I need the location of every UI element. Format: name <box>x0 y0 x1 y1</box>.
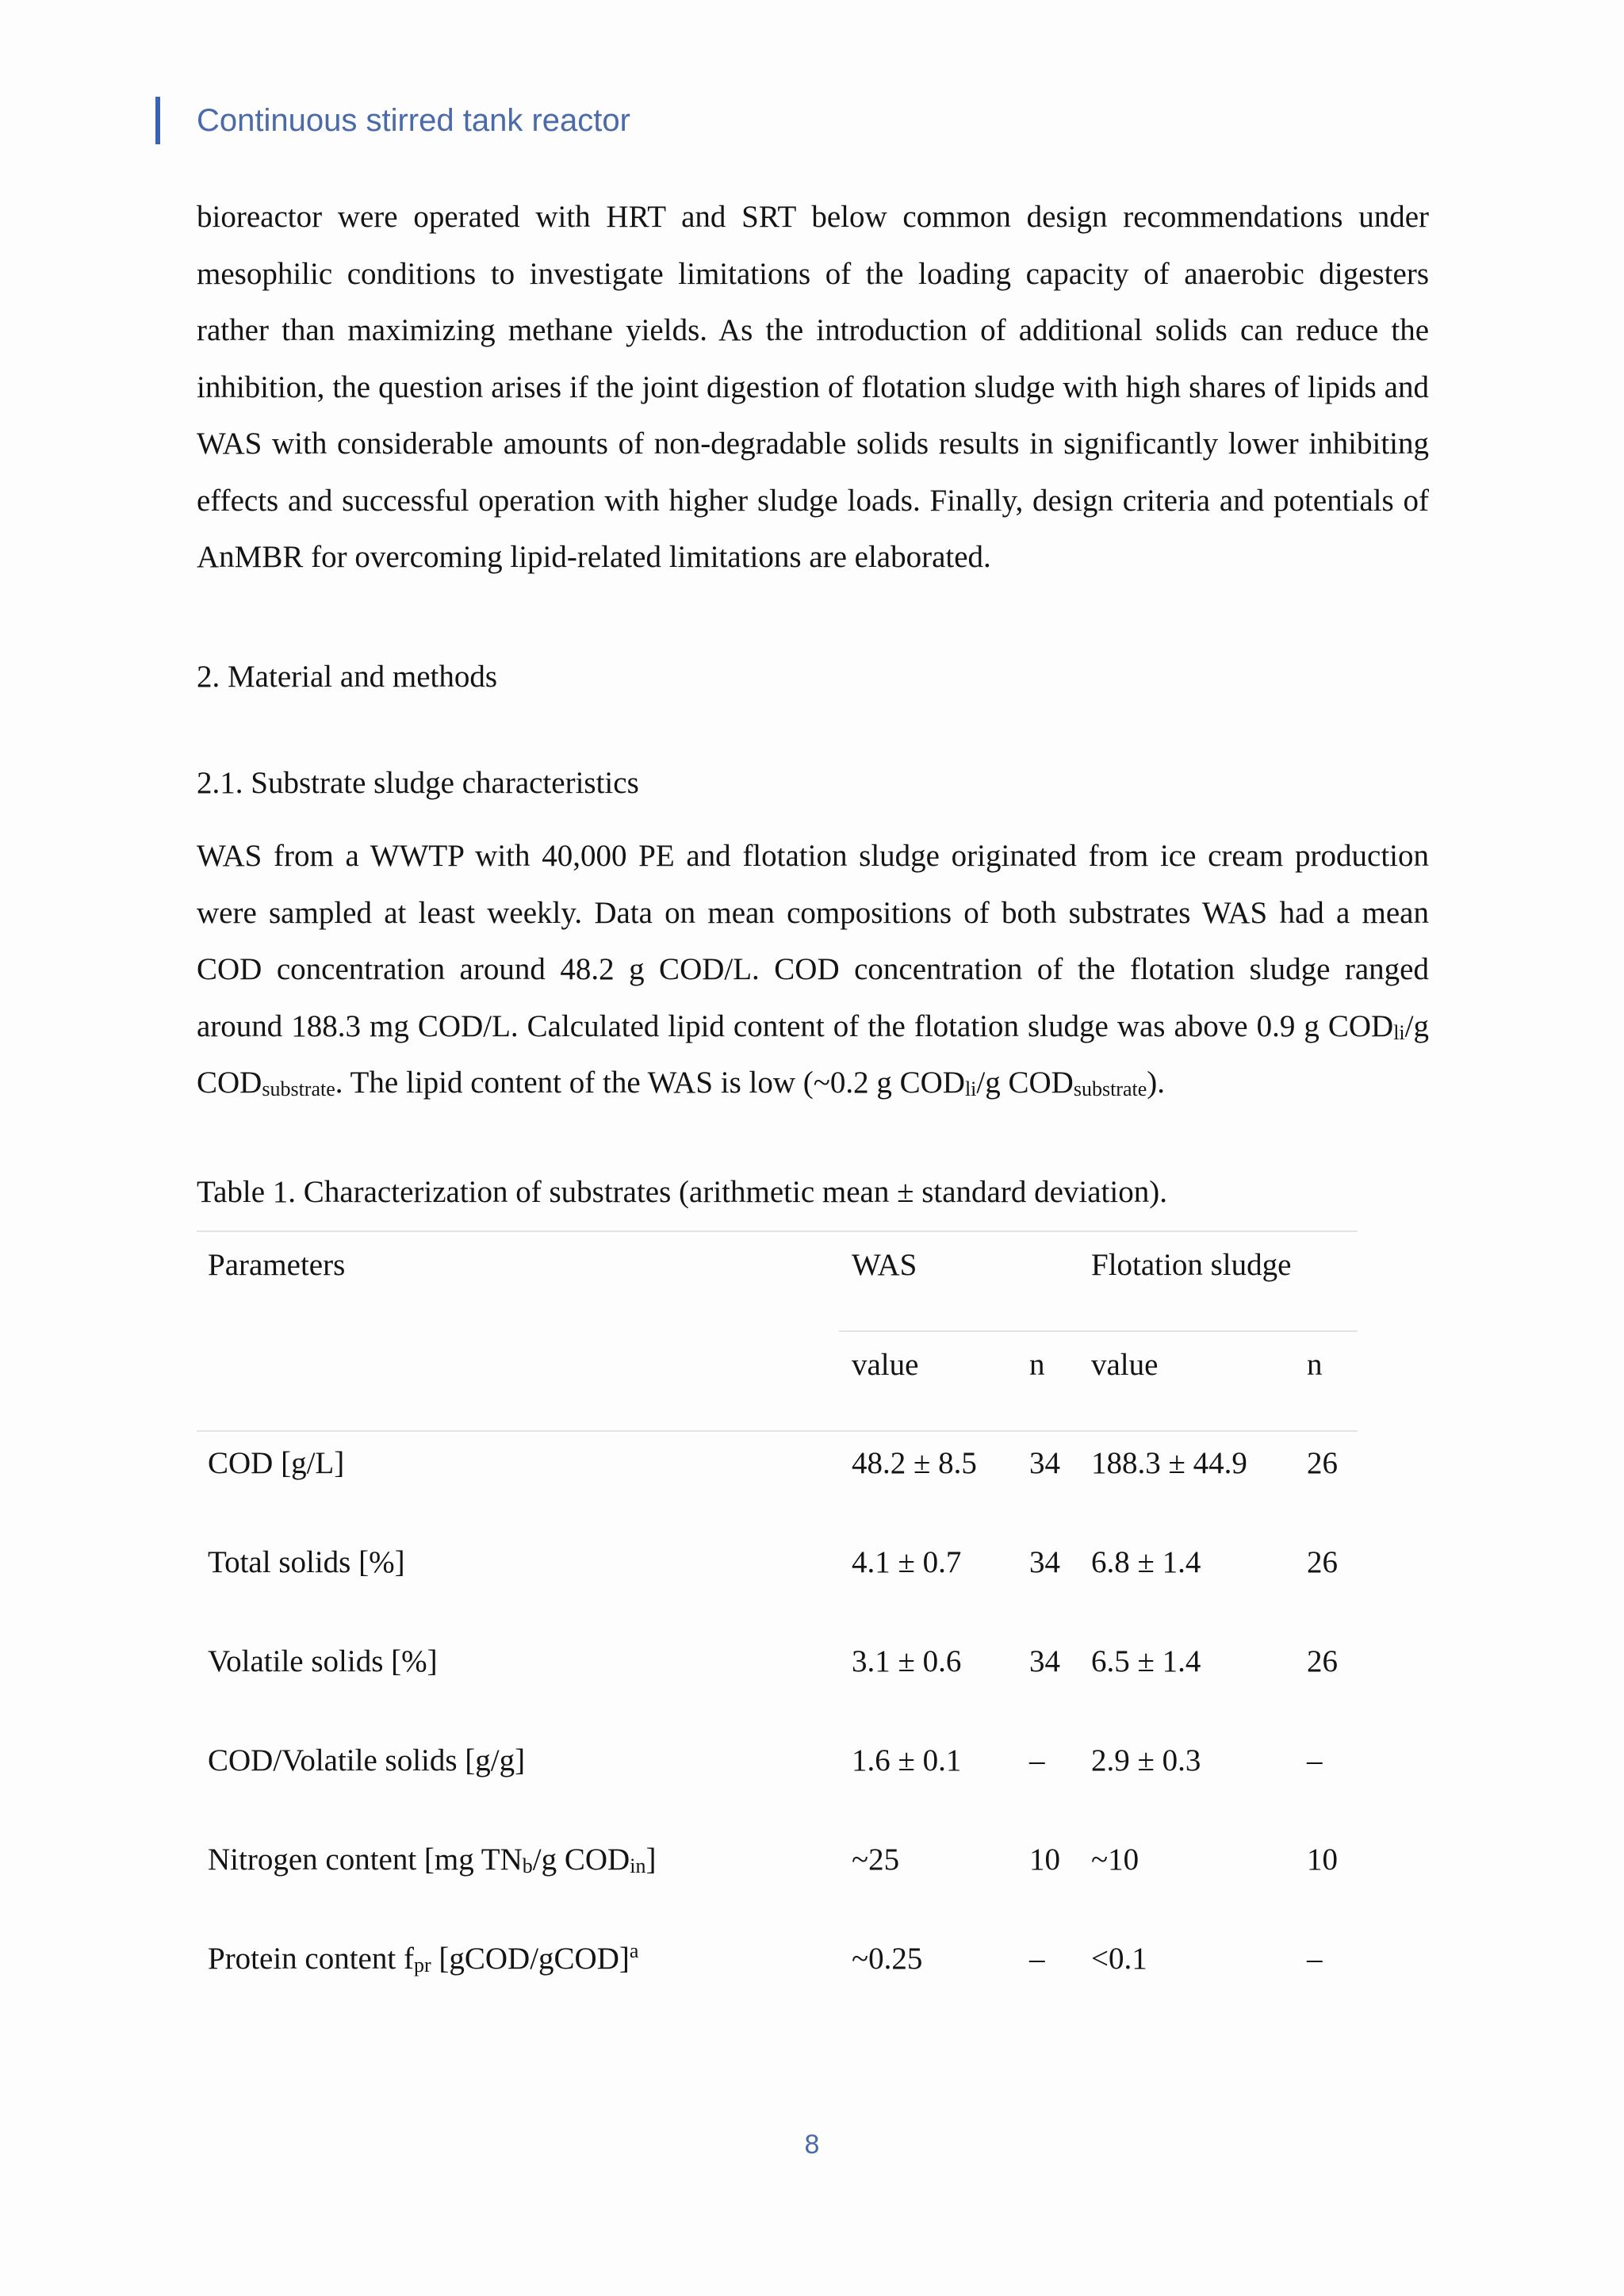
row-param: Total solids [%] <box>208 1545 405 1579</box>
running-header-title: Continuous stirred tank reactor <box>197 103 630 138</box>
row-param-text: /g COD <box>532 1843 630 1877</box>
substrate-paragraph-text-3: ). <box>1147 1066 1166 1100</box>
row-param-superscript: a <box>629 1939 639 1962</box>
column-header-was-value: value <box>852 1348 919 1382</box>
row-was-value: 4.1 ± 0.7 <box>852 1545 962 1579</box>
row-param-text: [gCOD/gCOD] <box>431 1942 630 1976</box>
row-param-text: Nitrogen content [mg TN <box>208 1843 523 1877</box>
substrate-paragraph-text-2: . The lipid content of the WAS is low (~0.2 g COD <box>335 1066 965 1100</box>
row-was-value: ~25 <box>852 1843 900 1877</box>
row-param: COD [g/L] <box>208 1446 345 1480</box>
row-flotation-value: <0.1 <box>1091 1942 1147 1976</box>
row-flotation-value: ~10 <box>1091 1843 1139 1877</box>
row-was-n: 10 <box>1029 1843 1060 1877</box>
row-flotation-value: 188.3 ± 44.9 <box>1091 1446 1247 1480</box>
substrate-paragraph-text-slash: /g COD <box>976 1066 1074 1100</box>
row-was-n: 34 <box>1029 1644 1060 1678</box>
page-number: 8 <box>804 2130 820 2160</box>
header-accent-bar <box>155 97 160 144</box>
row-param-subscript: b <box>522 1854 533 1877</box>
column-header-flotation-value: value <box>1091 1348 1159 1382</box>
row-was-value: 48.2 ± 8.5 <box>852 1446 977 1480</box>
table-top-rule <box>197 1230 1358 1232</box>
row-flotation-n: – <box>1307 1942 1323 1976</box>
row-param: COD/Volatile solids [g/g] <box>208 1743 526 1777</box>
intro-paragraph: bioreactor were operated with HRT and SRT below common design recommendations under mesophilic conditions to investigate limitations of the loading capacity of anaerobic digesters rather than maximizing methane yields. As the introduction of additional solids can reduce the inhibition, the question arises if the joint digestion of flotation sludge with high shares of lipids and WAS with considerable amounts of non-degradable solids results in significantly lower inhibiting effects and successful operation with higher sludge loads. Finally, design criteria and potentials of AnMBR for overcoming lipid-related limitations are elaborated. <box>197 200 1429 574</box>
row-param-text: ] <box>645 1843 657 1877</box>
subscript-substrate: substrate <box>1073 1077 1147 1100</box>
column-header-was-n: n <box>1029 1348 1045 1382</box>
substrate-paragraph-text-slash: /g COD <box>197 1008 1429 1100</box>
row-was-value: 1.6 ± 0.1 <box>852 1743 962 1777</box>
table-header-bottom-rule <box>197 1430 1358 1432</box>
row-was-value: ~0.25 <box>852 1942 923 1976</box>
substrate-paragraph-text-1: WAS from a WWTP with 40,000 PE and flotation sludge originated from ice cream production were sampled at least weekly. Data on mean compositions of both substrates WAS had a mean COD concentration around 48.2 g COD/L. COD concentration of the flotation sludge ranged around 188.3 mg COD/L. Calculated lipid content of the flotation sludge was above 0.9 g COD <box>197 839 1429 1043</box>
column-group-flotation-sludge: Flotation sludge <box>1091 1248 1292 1282</box>
row-flotation-value: 6.8 ± 1.4 <box>1091 1545 1201 1579</box>
row-param-text: Protein content f <box>208 1942 414 1976</box>
substrate-paragraph <box>197 828 1429 1112</box>
row-param <box>208 1935 638 1983</box>
column-group-was: WAS <box>852 1248 917 1282</box>
subscript-substrate: substrate <box>262 1077 335 1100</box>
row-flotation-n: 10 <box>1307 1843 1338 1877</box>
column-header-parameters: Parameters <box>208 1248 346 1282</box>
table-subheader-rule <box>839 1330 1358 1332</box>
row-param: Volatile solids [%] <box>208 1644 438 1678</box>
subsection-heading: 2.1. Substrate sludge characteristics <box>197 766 639 800</box>
row-flotation-value: 2.9 ± 0.3 <box>1091 1743 1201 1777</box>
row-was-n: 34 <box>1029 1446 1060 1480</box>
row-param-subscript: pr <box>413 1954 431 1976</box>
row-flotation-n: – <box>1307 1743 1323 1777</box>
row-flotation-value: 6.5 ± 1.4 <box>1091 1644 1201 1678</box>
row-flotation-n: 26 <box>1307 1446 1338 1480</box>
table-caption: Table 1. Characterization of substrates (arithmetic mean ± standard deviation). <box>197 1175 1167 1209</box>
row-flotation-n: 26 <box>1307 1644 1338 1678</box>
section-heading: 2. Material and methods <box>197 660 498 694</box>
row-was-value: 3.1 ± 0.6 <box>852 1644 962 1678</box>
subscript-li: li <box>964 1077 977 1100</box>
row-was-n: – <box>1029 1942 1045 1976</box>
row-param <box>208 1836 656 1884</box>
row-was-n: 34 <box>1029 1545 1060 1579</box>
row-was-n: – <box>1029 1743 1045 1777</box>
column-header-flotation-n: n <box>1307 1348 1323 1382</box>
subscript-li: li <box>1393 1020 1405 1044</box>
row-flotation-n: 26 <box>1307 1545 1338 1579</box>
row-param-subscript: in <box>630 1854 646 1877</box>
